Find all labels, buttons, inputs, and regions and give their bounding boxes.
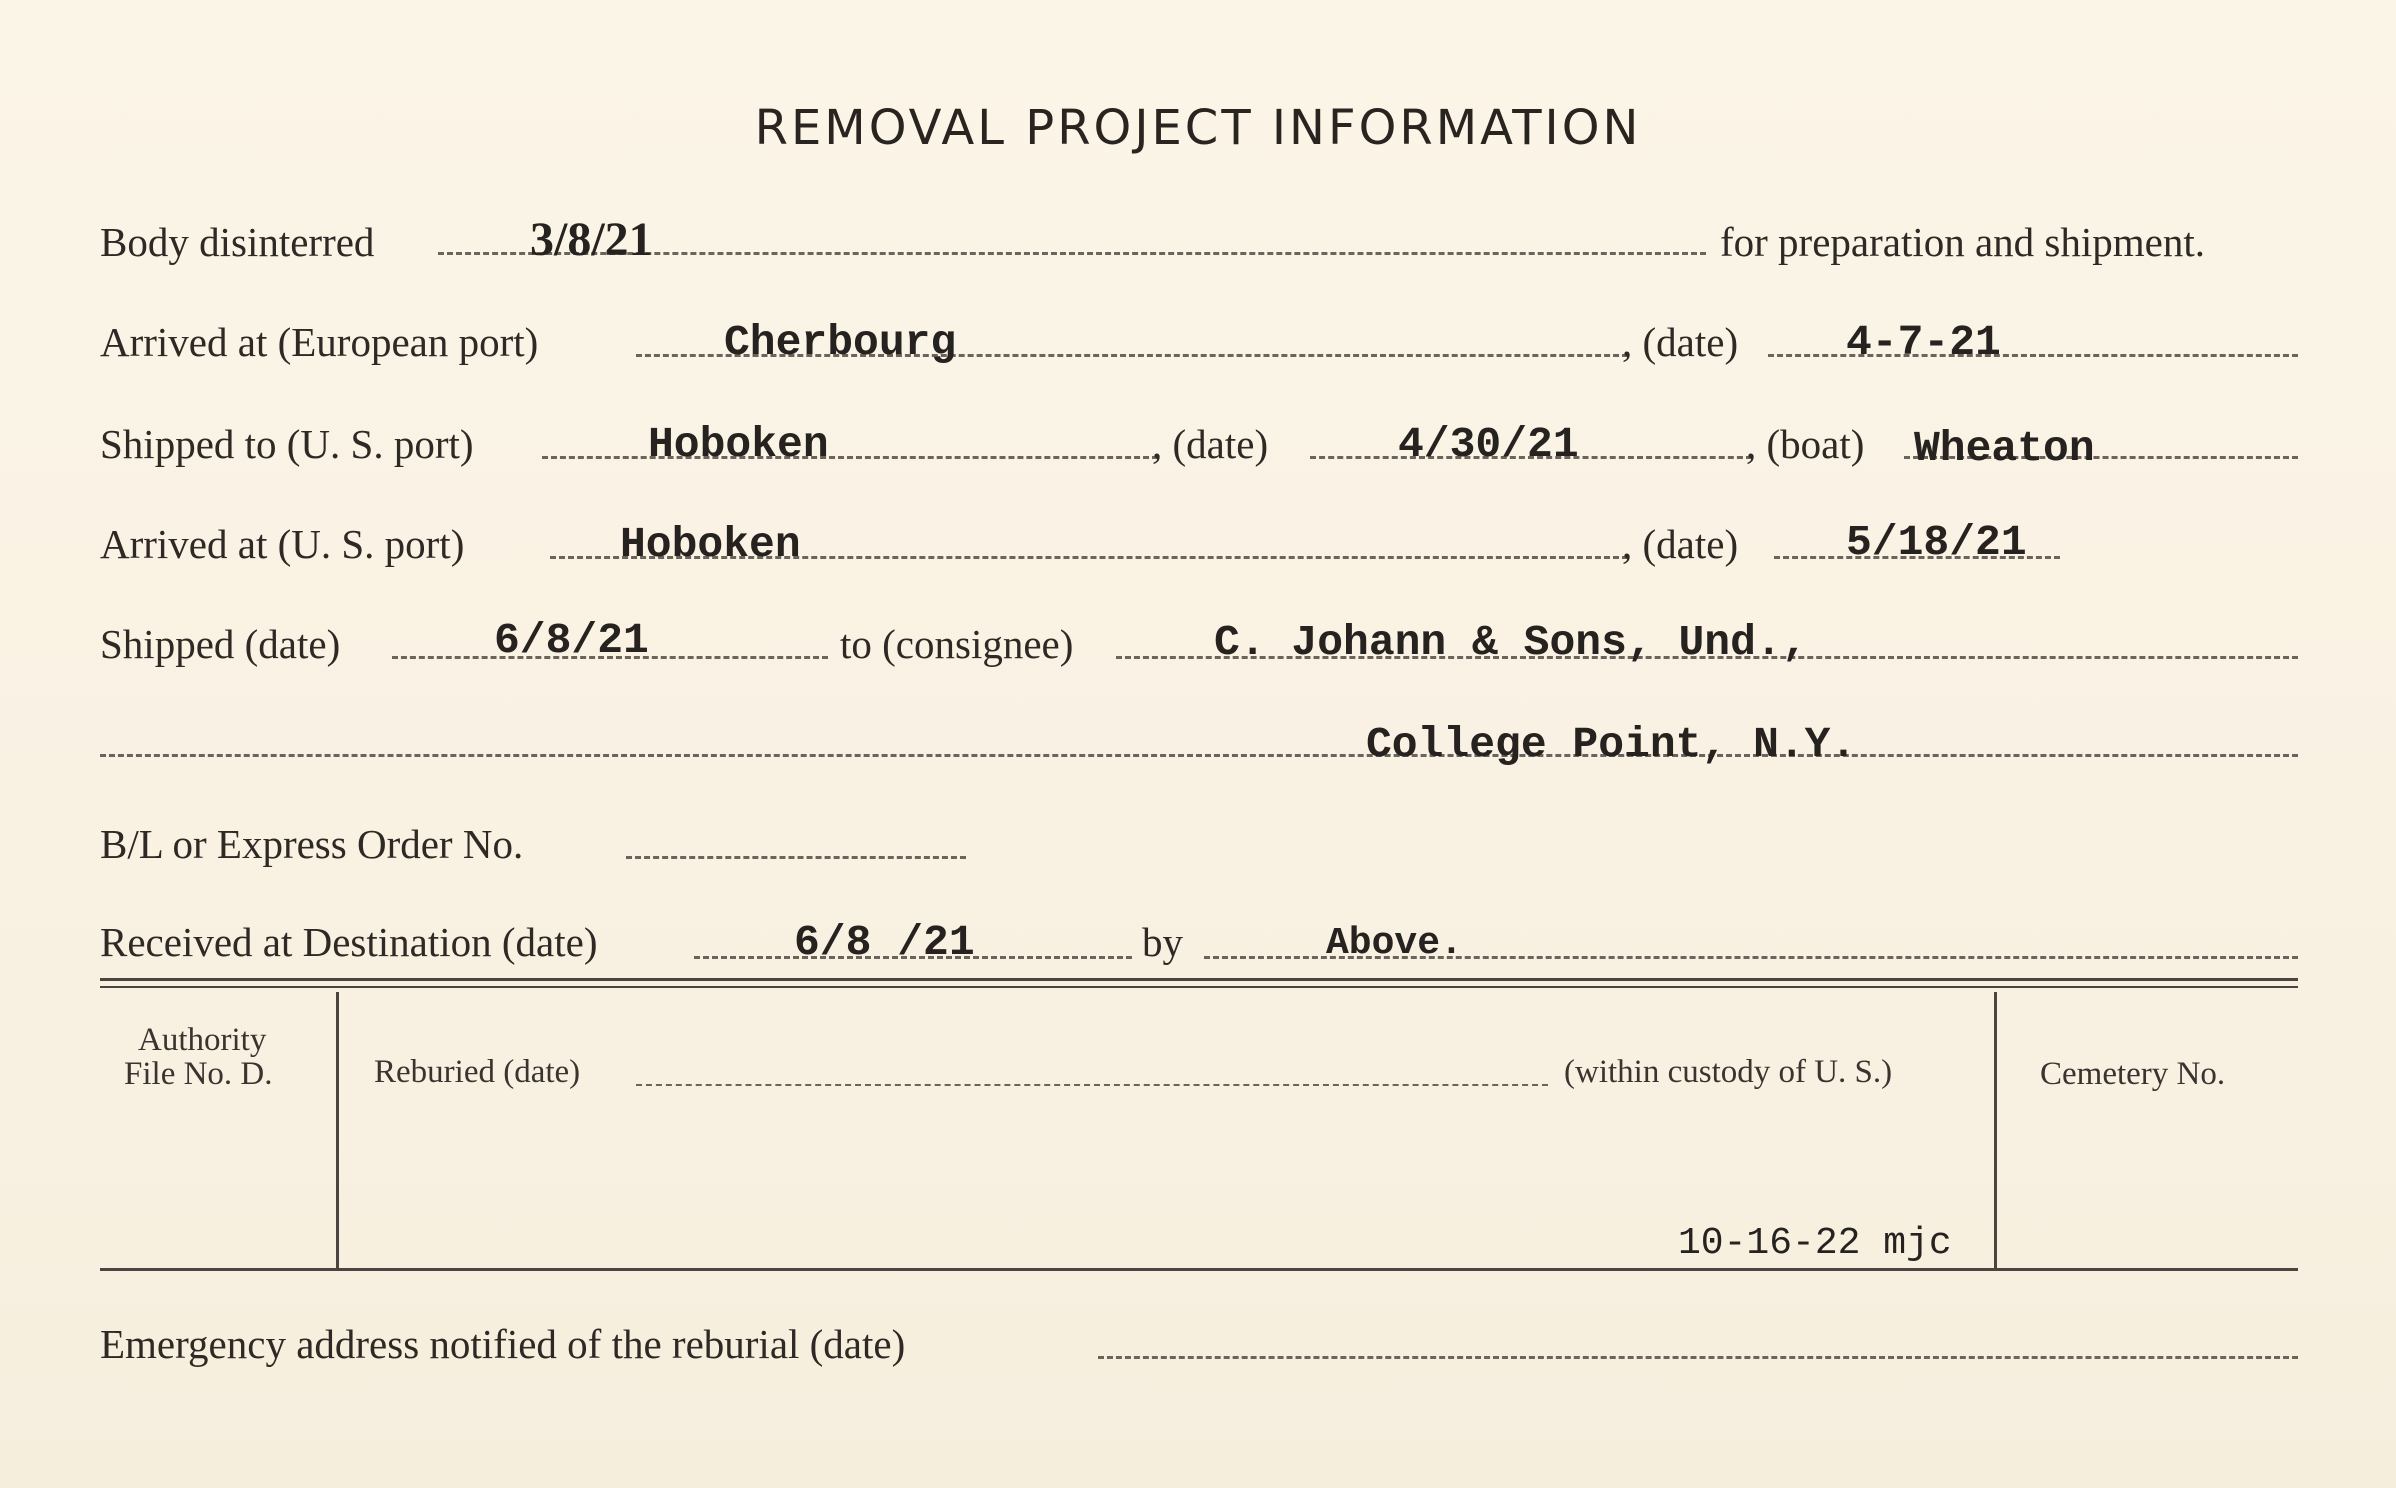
- consignee-line-2: [100, 754, 2298, 757]
- date-stamp: 10-16-22 mjc: [1678, 1222, 1952, 1265]
- table-top-rule-2: [100, 986, 2298, 988]
- authority-label-line1: Authority: [138, 1022, 267, 1058]
- consignee-address: College Point, N.Y.: [1366, 720, 1857, 769]
- cemetery-label: Cemetery No.: [2040, 1056, 2226, 1092]
- consignee-name: C. Johann & Sons, Und.,: [1214, 618, 1808, 667]
- shipped-us-boat: Wheaton: [1914, 424, 2095, 473]
- card-title: REMOVAL PROJECT INFORMATION: [754, 100, 1642, 156]
- table-divider-left: [336, 992, 339, 1268]
- consignee-label: to (consignee): [840, 621, 1074, 667]
- bl-order-label: B/L or Express Order No.: [100, 821, 524, 867]
- shipped-label: Shipped (date): [100, 621, 341, 667]
- shipped-us-date: 4/30/21: [1398, 420, 1579, 469]
- table-top-rule: [100, 978, 2298, 981]
- received-by-label: by: [1142, 919, 1183, 965]
- reburied-line: [636, 1084, 1548, 1086]
- shipped-date: 6/8/21: [494, 616, 649, 665]
- shipped-us-port-line: [542, 456, 1158, 459]
- arrived-us-date: 5/18/21: [1846, 518, 2027, 567]
- arrived-us-date-label: , (date): [1622, 521, 1739, 567]
- arrived-us-port: Hoboken: [620, 520, 801, 569]
- body-disinterred-date: 3/8/21: [530, 213, 653, 266]
- table-bottom-rule: [100, 1268, 2298, 1271]
- arrived-us-label: Arrived at (U. S. port): [100, 521, 465, 567]
- reburied-label: Reburied (date): [374, 1054, 581, 1090]
- shipped-us-boat-label: , (boat): [1746, 421, 1865, 467]
- body-disinterred-suffix: for preparation and shipment.: [1720, 219, 2206, 265]
- received-by: Above.: [1326, 922, 1463, 965]
- received-date: 6/8 /21: [794, 918, 975, 967]
- body-disinterred-label: Body disinterred: [100, 219, 375, 265]
- authority-label-line2: File No. D.: [124, 1056, 273, 1092]
- custody-label: (within custody of U. S.): [1564, 1054, 1893, 1090]
- bl-order-line: [626, 856, 966, 859]
- table-divider-right: [1994, 992, 1997, 1268]
- shipped-us-port: Hoboken: [648, 420, 829, 469]
- shipped-us-label: Shipped to (U. S. port): [100, 421, 474, 467]
- arrived-european-date-label: , (date): [1622, 319, 1739, 365]
- shipped-us-date-label: , (date): [1152, 421, 1269, 467]
- arrived-european-port: Cherbourg: [724, 318, 957, 367]
- arrived-european-date: 4-7-21: [1846, 318, 2001, 367]
- received-label: Received at Destination (date): [100, 919, 598, 965]
- emergency-label: Emergency address notified of the reburial (date): [100, 1321, 906, 1367]
- emergency-line: [1098, 1356, 2298, 1359]
- arrived-european-label: Arrived at (European port): [100, 319, 539, 365]
